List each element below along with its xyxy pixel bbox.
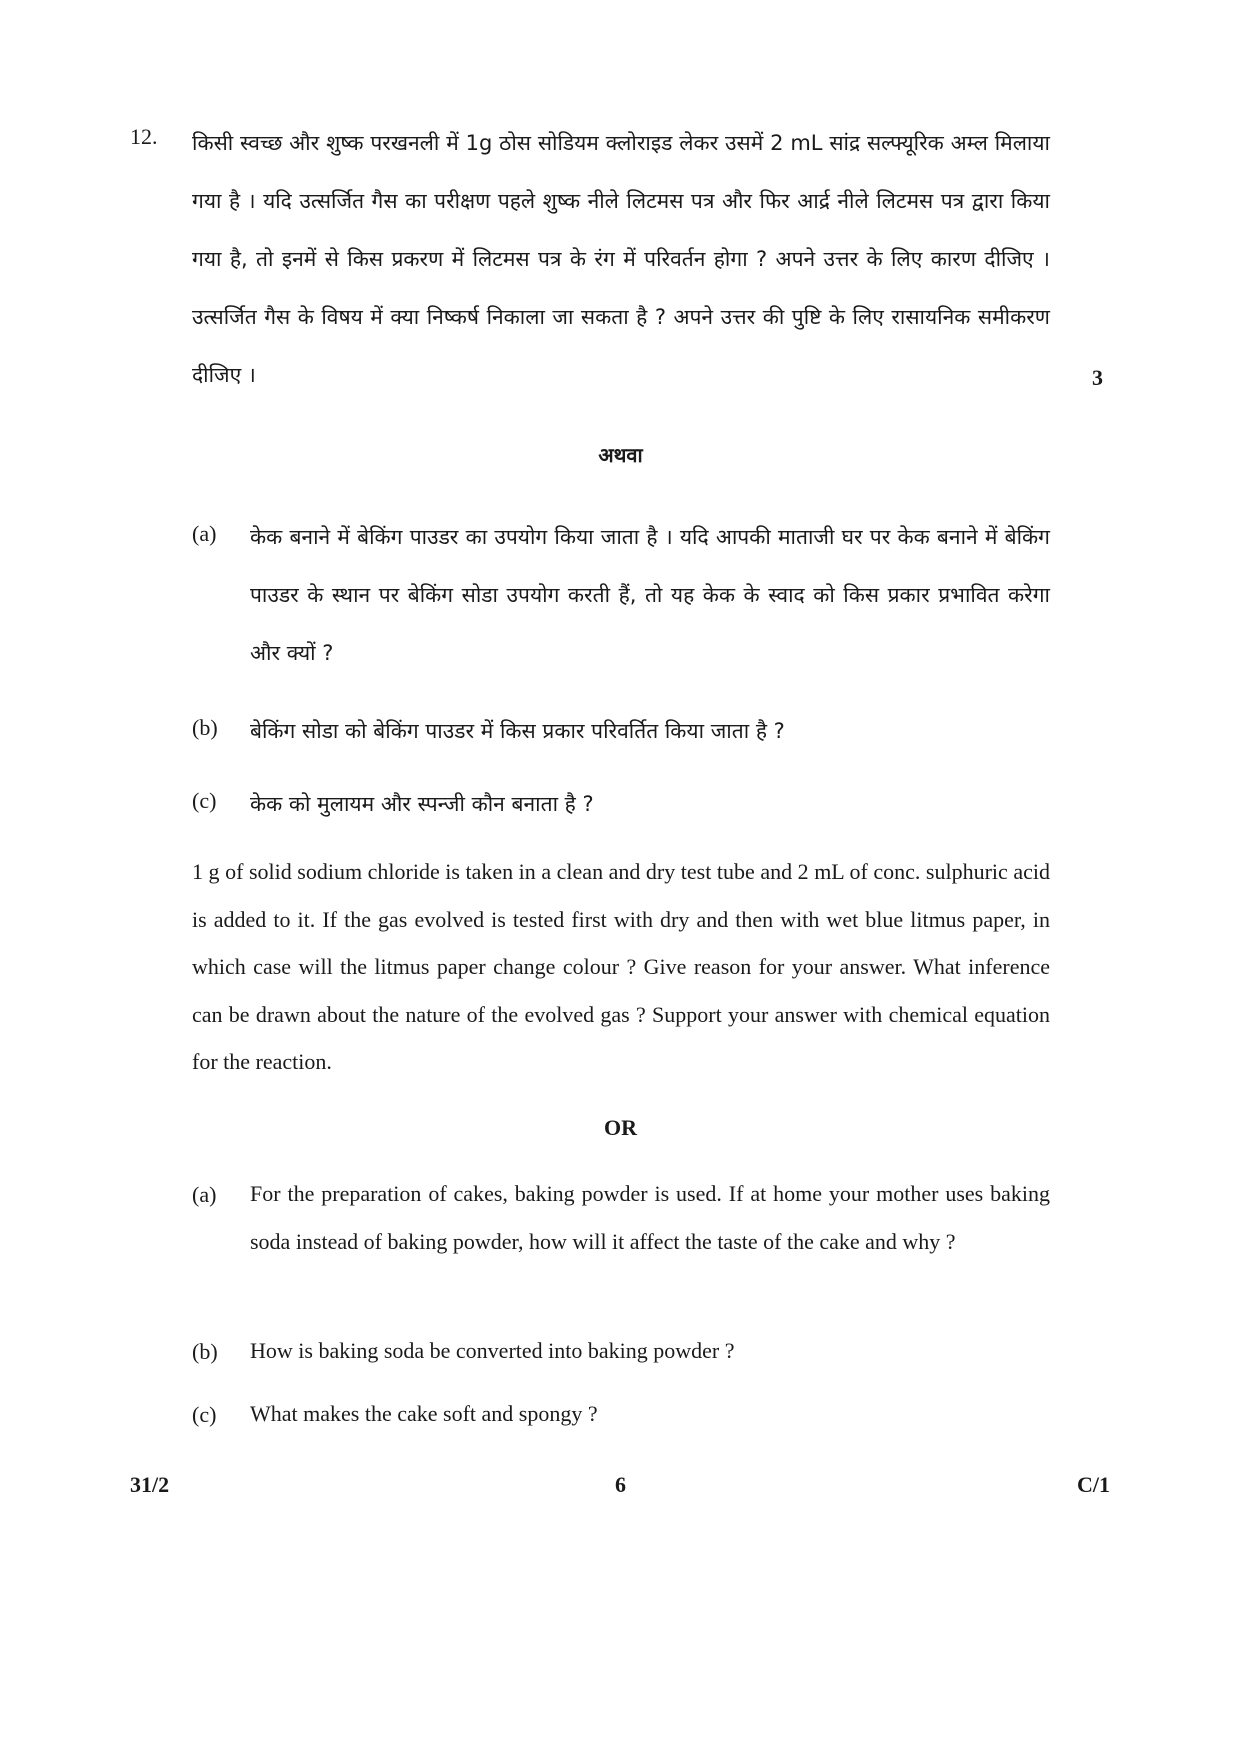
part-text: For the preparation of cakes, baking powder is used. If at home your mother uses baking soda instead of baking powder, how will it affect the taste of the cake and why ? [250, 1181, 1050, 1254]
hindi-part-a [192, 508, 1052, 682]
part-label: (b) [192, 1339, 218, 1364]
set-code: C/1 [1077, 1472, 1110, 1497]
part-text: केक बनाने में बेकिंग पाउडर का उपयोग किया जाता है । यदि आपकी माताजी घर पर केक बनाने में बेकिंग पाउडर के स्थान पर बेकिंग सोडा उपयोग करती हैं, तो यह केक के स्वाद को किस प्रकार प्रभावित करेगा और क्यों ? [250, 525, 1050, 665]
page-number: 6 [615, 1472, 626, 1497]
marks: 3 [1092, 365, 1103, 390]
part-text: What makes the cake soft and spongy ? [250, 1401, 598, 1426]
question-text-hindi: किसी स्वच्छ और शुष्क परखनली में 1g ठोस सोडियम क्लोराइड लेकर उसमें 2 mL सांद्र सल्फ्यूरिक अम्ल मिलाया गया है । यदि उत्सर्जित गैस का परीक्षण पहले शुष्क नीले लिटमस पत्र और फिर आर्द्र नीले लिटमस पत्र द्वारा किया गया है, तो इनमें से किस प्रकरण में लिटमस पत्र के रंग में परिवर्तन होगा ? अपने उत्तर के लिए कारण दीजिए । उत्सर्जित गैस के विषय में क्या निष्कर्ष निकाला जा सकता है ? अपने उत्तर की पुष्टि के लिए रासायनिक समीकरण दीजिए । [192, 131, 1050, 387]
question-number: 12. [130, 124, 158, 149]
part-text: केक को मुलायम और स्पन्जी कौन बनाता है ? [250, 792, 594, 816]
english-part-a [192, 1170, 1052, 1265]
part-label: (b) [192, 715, 218, 740]
part-label: (a) [192, 521, 217, 546]
or-heading-hindi: अथवा [598, 443, 643, 467]
part-label: (c) [192, 788, 217, 813]
part-label: (c) [192, 1402, 217, 1427]
part-label: (a) [192, 1182, 217, 1207]
hindi-part-b [192, 702, 1052, 760]
english-part-b [192, 1327, 1052, 1375]
english-part-c [192, 1390, 1052, 1438]
part-text: How is baking soda be converted into baking powder ? [250, 1338, 735, 1363]
part-text: बेकिंग सोडा को बेकिंग पाउडर में किस प्रकार परिवर्तित किया जाता है ? [250, 719, 785, 743]
question-text-english: 1 g of solid sodium chloride is taken in a clean and dry test tube and 2 mL of conc. sulphuric acid is added to it. If the gas evolved is tested first with dry and then with wet blue litmus paper, in which case will the litmus paper change colour ? Give reason for your answer. What inference can be drawn about the nature of the evolved gas ? Support your answer with chemical equation for the reaction. [192, 859, 1050, 1074]
hindi-part-c [192, 775, 1052, 833]
paper-code: 31/2 [130, 1472, 170, 1497]
or-heading-english: OR [604, 1115, 637, 1140]
